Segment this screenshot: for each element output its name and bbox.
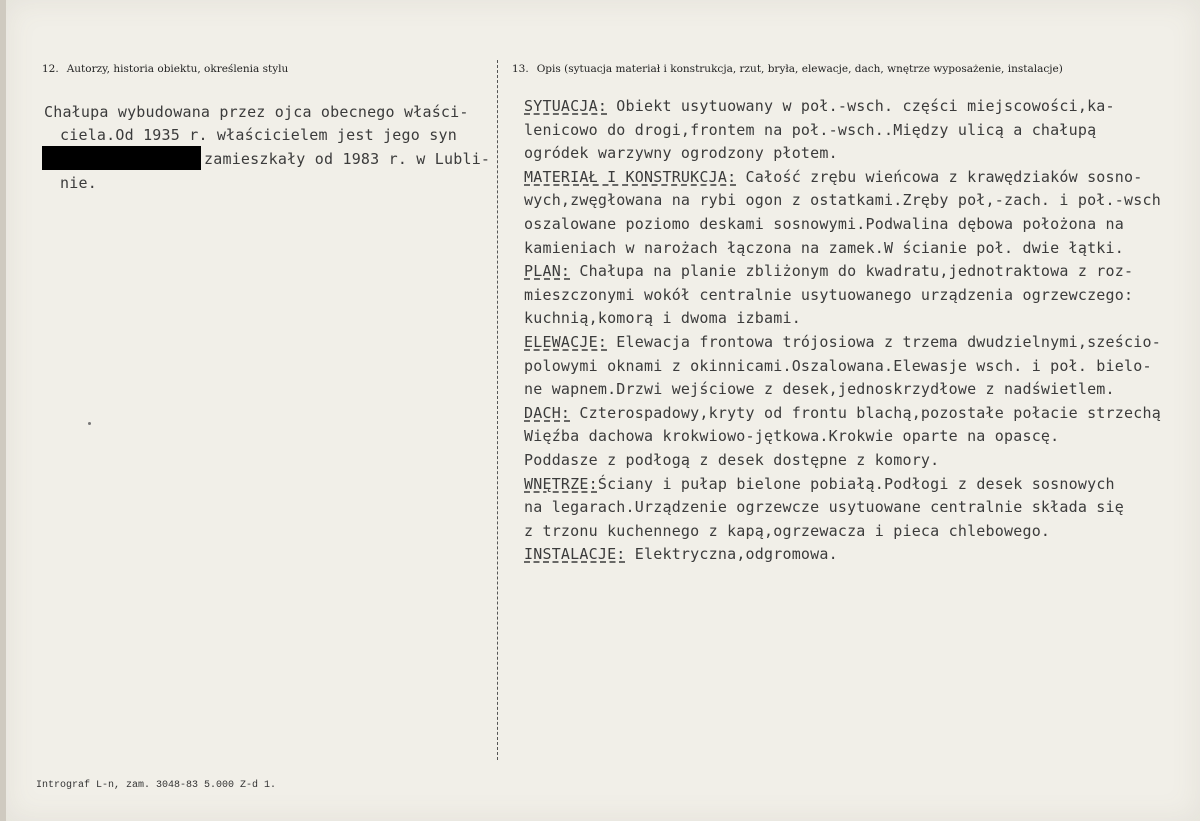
description-line (524, 545, 838, 563)
description-text-span: kamieniach w narożach łączona na zamek.W ścianie poł. dwie łątki. (524, 239, 1124, 257)
description-text-span: mieszczonymi wokół centralnie usytuowanego urządzenia ogrzewczego: (524, 286, 1134, 304)
description-text-span: Obiekt usytuowany w poł.-wsch. części miejscowości,ka- (607, 97, 1115, 115)
description-text-span: Chałupa na planie zbliżonym do kwadratu,jednotraktowa z roz- (570, 262, 1134, 280)
section-13-header (512, 63, 1063, 75)
description-text-span: wych,zwęgłowana na rybi ogon z ostatkami.Zręby poł,-zach. i poł.-wsch (524, 191, 1161, 209)
description-text-span: Poddasze z podłogą z desek dostępne z komory. (524, 451, 940, 469)
left-line-1: Chałupa wybudowana przez ojca obecnego właści- (44, 103, 469, 121)
description-text-span: kuchnią,komorą i dwoma izbami. (524, 309, 801, 327)
section-heading: SYTUACJA: (524, 97, 608, 115)
description-text-span: Elektryczna,odgromowa. (625, 545, 838, 563)
description-text-span: Ściany i pułap bielone pobiałą.Podłogi z desek sosnowych (597, 475, 1115, 493)
description-line (524, 309, 801, 327)
section-12-header (42, 63, 288, 75)
section-heading: INSTALACJE: (524, 545, 626, 563)
description-line (524, 333, 1161, 351)
description-text-span: z trzonu kuchennego z kapą,ogrzewacza i pieca chlebowego. (524, 522, 1051, 540)
description-line (524, 286, 1133, 304)
printer-imprint: Intrograf L-n, zam. 3048-83 5.000 Z-d 1. (36, 780, 277, 791)
description-text-span: lenicowo do drogi,frontem na poł.-wsch..Między ulicą a chałupą (524, 121, 1097, 139)
description-line (524, 121, 1096, 139)
description-line (524, 262, 1133, 280)
section-13-title: Opis (sytuacja materiał i konstrukcja, rzut, bryła, elewacje, dach, wnętrze wyposażenie, instalacje) (536, 63, 1063, 75)
description-line (524, 239, 1124, 257)
left-line-2: ciela.Od 1935 r. właścicielem jest jego syn (60, 126, 457, 144)
description-line (524, 357, 1152, 375)
description-text-span: oszalowane poziomo deskami sosnowymi.Podwalina dębowa położona na (524, 215, 1124, 233)
description-text-span: ogródek warzywny ogrodzony płotem. (524, 144, 838, 162)
section-12-number: 12. (42, 63, 59, 75)
description-line (524, 215, 1124, 233)
description-text-span: Elewacja frontowa trójosiowa z trzema dwudzielnymi,sześcio- (607, 333, 1161, 351)
paper-speck (88, 422, 91, 425)
description-line (524, 168, 1142, 186)
description-line (524, 498, 1124, 516)
description-line (524, 451, 939, 469)
description-text-span: ne wapnem.Drzwi wejściowe z desek,jednoskrzydłowe z nadświetlem. (524, 380, 1115, 398)
description-line (524, 475, 1115, 493)
section-heading: ELEWACJE: (524, 333, 608, 351)
section-heading: PLAN: (524, 262, 571, 280)
description-line (524, 144, 838, 162)
description-line (524, 522, 1050, 540)
column-divider (497, 60, 499, 760)
description-text-span: Całość zrębu wieńcowa z krawędziaków sosno- (736, 168, 1143, 186)
section-heading: WNĘTRZE: (524, 475, 598, 493)
description-text-span: na legarach.Urządzenie ogrzewcze usytuowane centralnie składa się (524, 498, 1124, 516)
description-line (524, 97, 1115, 115)
description-line (524, 427, 1059, 445)
left-line-3: zamieszkały od 1983 r. w Lubli- (204, 150, 491, 168)
section-heading: DACH: (524, 404, 571, 422)
section-12-title: Autorzy, historia obiektu, określenia stylu (66, 63, 289, 75)
section-heading: MATERIAŁ I KONSTRUKCJA: (524, 168, 737, 186)
description-line (524, 191, 1161, 209)
description-text-span: Więźba dachowa krokwiowo-jętkowa.Krokwie oparte na opascę. (524, 427, 1060, 445)
left-line-4: nie. (60, 174, 97, 192)
description-line (524, 404, 1161, 422)
section-13-number: 13. (512, 63, 529, 75)
redaction-bar (42, 146, 201, 170)
description-line (524, 380, 1115, 398)
description-text-span: polowymi oknami z okinnicami.Oszalowana.Elewasje wsch. i poł. bielo- (524, 357, 1152, 375)
description-text-span: Czterospadowy,kryty od frontu blachą,pozostałe połacie strzechą (570, 404, 1161, 422)
